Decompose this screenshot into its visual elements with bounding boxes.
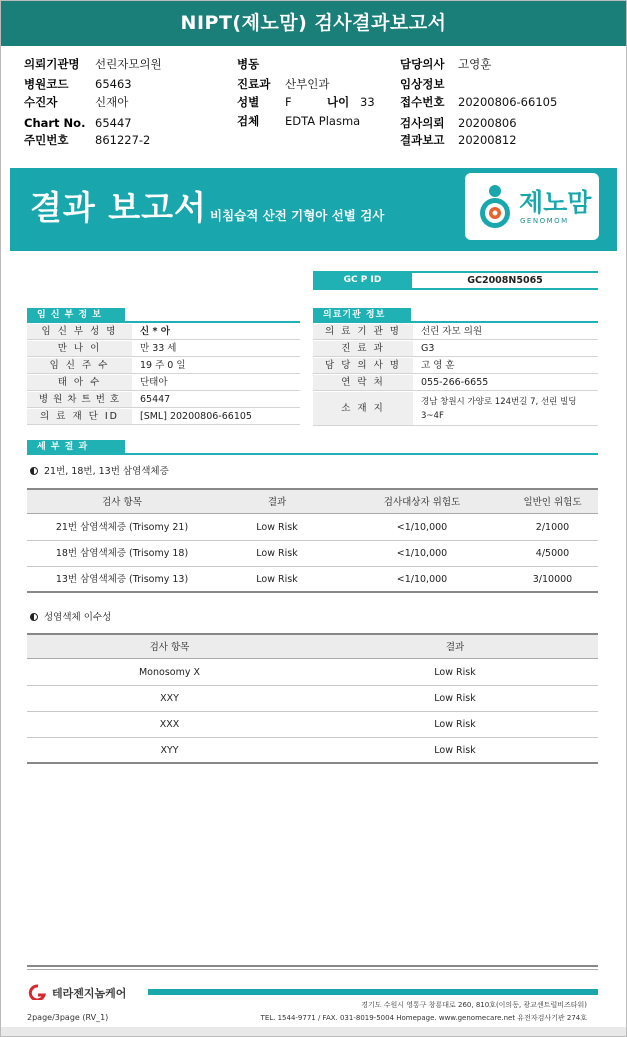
kv-key: 담 당 의 사 명 [313, 358, 413, 373]
half-circle-icon [30, 467, 38, 475]
info-value: EDTA Plasma [285, 114, 361, 128]
trisomy-heading-text: 21번, 18번, 13번 삼염색체증 [44, 466, 169, 477]
col-header: 검사 항목 [149, 642, 190, 653]
logo-subtext: GENOMOM [520, 217, 569, 225]
table-header [27, 488, 598, 514]
info-value: 선린자모의원 [95, 57, 162, 71]
divider [27, 453, 598, 455]
kv-key: 병 원 차 트 번 호 [27, 392, 132, 407]
cell-risk: <1/10,000 [396, 574, 448, 585]
info-label: 결과보고 [400, 133, 445, 147]
institution-info-table [313, 324, 598, 428]
cell-result: Low Risk [256, 574, 298, 585]
col-header: 검사 항목 [102, 497, 142, 508]
genomom-logo [465, 173, 599, 240]
footer-contact: TEL. 1544-9771 / FAX. 031-8019-5004 Homepage. www.genomecare.net 유전자검사기관 274호 [260, 1014, 587, 1022]
info-value: 20200812 [458, 133, 517, 147]
report-title: NIPT(제노맘) 검사결과보고서 [0, 0, 627, 46]
col-header: 검사대상자 위험도 [383, 497, 461, 508]
info-label: 접수번호 [400, 95, 445, 109]
cell-item: XXX [159, 719, 180, 730]
table-row [27, 686, 598, 712]
cell-item: Monosomy X [138, 667, 200, 678]
kv-key: 진 료 과 [313, 341, 413, 356]
half-circle-icon [30, 613, 38, 621]
banner-title: 결과 보고서 [30, 188, 207, 227]
table-row [27, 712, 598, 738]
info-clinical [400, 75, 600, 93]
kv-value: 경남 창원시 가양로 124번길 7, 선린 빌딩 [421, 397, 577, 407]
divider [27, 321, 300, 323]
kv-value: 단태아 [140, 377, 168, 388]
cell-risk: <1/10,000 [396, 522, 448, 533]
report-banner [10, 168, 617, 251]
info-label: 검사의뢰 [400, 116, 445, 130]
kv-value: 19 주 0 일 [140, 360, 186, 371]
kv-key: 임 신 부 성 명 [27, 324, 132, 339]
info-hospital-code [24, 75, 224, 93]
kv-value: 선린 자모 의원 [421, 326, 483, 337]
col-header: 일반인 위험도 [523, 497, 582, 508]
info-value: 33 [360, 95, 375, 109]
info-label: 나이 [327, 95, 350, 109]
kv-key: 태 아 수 [27, 375, 132, 390]
info-ward [237, 55, 397, 73]
footer-address: 경기도 수원시 영통구 창룡대로 260, 810호(이의동, 광교센트럴비즈타워) [361, 1001, 587, 1009]
kv-row [313, 375, 598, 391]
cell-result: Low Risk [256, 548, 298, 559]
kv-key: 소 재 지 [313, 392, 413, 425]
info-value: 신재아 [95, 95, 129, 109]
info-institution [24, 55, 224, 73]
cell-general-risk: 2/1000 [535, 522, 570, 533]
info-label: 수진자 [24, 95, 58, 109]
info-doctor [400, 55, 600, 73]
kv-value: 65447 [140, 394, 171, 405]
kv-row [27, 409, 300, 425]
table-row [27, 660, 598, 686]
logo-text: 제노맘 [519, 188, 592, 217]
table-row [27, 541, 598, 567]
info-request-date [400, 114, 600, 132]
kv-value: 고 영 훈 [421, 360, 455, 371]
info-label: 담당의사 [400, 57, 445, 71]
page-number: 2page/3page (RV_1) [27, 1013, 109, 1022]
banner-subtitle: 비침습적 산전 기형아 선별 검사 [210, 208, 385, 223]
col-header: 결과 [267, 497, 287, 508]
info-label: Chart No. [24, 116, 86, 130]
mother-baby-icon [473, 182, 517, 232]
kv-key: 의 료 기 관 명 [313, 324, 413, 339]
kv-value: 3~4F [421, 411, 444, 421]
footer-bar [148, 989, 598, 995]
cell-item: 21번 삼염색체증 (Trisomy 21) [55, 522, 189, 533]
kv-value: 만 33 세 [140, 343, 177, 354]
kv-row [313, 358, 598, 374]
cell-result: Low Risk [434, 745, 476, 756]
cell-item: XXY [160, 693, 179, 704]
kv-key: 임 신 주 수 [27, 358, 132, 373]
info-receipt-no [400, 93, 600, 111]
footer-divider [27, 969, 598, 970]
institution-info-header: 의료기관 정보 [313, 308, 411, 322]
company-name: 테라젠지놈케어 [52, 987, 127, 1000]
info-label: 주민번호 [24, 133, 69, 147]
info-value: 65463 [95, 77, 132, 91]
cell-item: 18번 삼염색체증 (Trisomy 18) [55, 548, 189, 559]
table-row [27, 738, 598, 764]
info-label: 의뢰기관명 [24, 57, 80, 71]
info-value: 고영훈 [458, 57, 492, 71]
kv-value: G3 [421, 343, 435, 354]
kv-key: 의 료 재 단 ID [27, 409, 132, 424]
table-row [27, 515, 598, 541]
info-value: 861227-2 [95, 133, 151, 147]
cell-risk: <1/10,000 [396, 548, 448, 559]
kv-value: 055-266-6655 [421, 377, 489, 388]
kv-key: 연 락 처 [313, 375, 413, 390]
cell-result: Low Risk [256, 522, 298, 533]
detail-results-header: 세 부 결 과 [27, 440, 125, 454]
info-report-date [400, 131, 600, 149]
kv-row-address [313, 392, 598, 426]
info-value: 20200806 [458, 116, 517, 130]
footer-divider [27, 965, 598, 967]
cell-result: Low Risk [434, 693, 476, 704]
table-header [27, 633, 598, 659]
kv-value: [SML] 20200806-66105 [140, 411, 252, 422]
cell-result: Low Risk [434, 719, 476, 730]
kv-row [27, 341, 300, 357]
kv-row [313, 341, 598, 357]
gcp-id-label: GC P ID [313, 271, 412, 290]
info-label: 병원코드 [24, 77, 69, 91]
sex-chromosome-heading [30, 611, 111, 625]
page-bottom-edge [0, 1027, 627, 1037]
info-chart-no [24, 114, 224, 132]
company-logo [27, 984, 126, 1001]
info-value: 65447 [95, 116, 132, 130]
kv-row [27, 324, 300, 340]
info-specimen [237, 112, 397, 130]
info-department [237, 75, 397, 93]
info-value: 산부인과 [285, 77, 330, 91]
cell-result: Low Risk [434, 667, 476, 678]
cell-general-risk: 4/5000 [535, 548, 570, 559]
info-label: 임상정보 [400, 77, 445, 91]
kv-row [27, 375, 300, 391]
gcp-id-value: GC2008N5065 [412, 271, 598, 290]
table-row [27, 567, 598, 593]
info-sex [237, 93, 397, 111]
kv-row [27, 392, 300, 408]
info-label: 병동 [237, 57, 260, 71]
info-value: 20200806-66105 [458, 95, 558, 109]
pregnant-info-table [27, 324, 300, 428]
sex-chromosome-table [27, 633, 598, 765]
kv-value: 신 * 아 [140, 326, 170, 337]
info-value: F [285, 95, 292, 109]
info-label: 검체 [237, 114, 260, 128]
cell-general-risk: 3/10000 [532, 574, 573, 585]
col-header: 결과 [445, 642, 465, 653]
cell-item: XYY [160, 745, 179, 756]
trisomy-heading [30, 465, 169, 479]
pregnant-info-header: 임 신 부 정 보 [27, 308, 125, 322]
info-label: 진료과 [237, 77, 271, 91]
kv-key: 만 나 이 [27, 341, 132, 356]
theragen-logo-icon [27, 984, 49, 1000]
kv-row [313, 324, 598, 340]
trisomy-table [27, 488, 598, 594]
info-patient [24, 93, 224, 111]
sex-chromosome-heading-text: 성염색체 이수성 [44, 612, 112, 623]
kv-row [27, 358, 300, 374]
info-resident-no [24, 131, 224, 149]
info-label: 성별 [237, 95, 260, 109]
cell-item: 13번 삼염색체증 (Trisomy 13) [55, 574, 189, 585]
divider [313, 321, 598, 323]
